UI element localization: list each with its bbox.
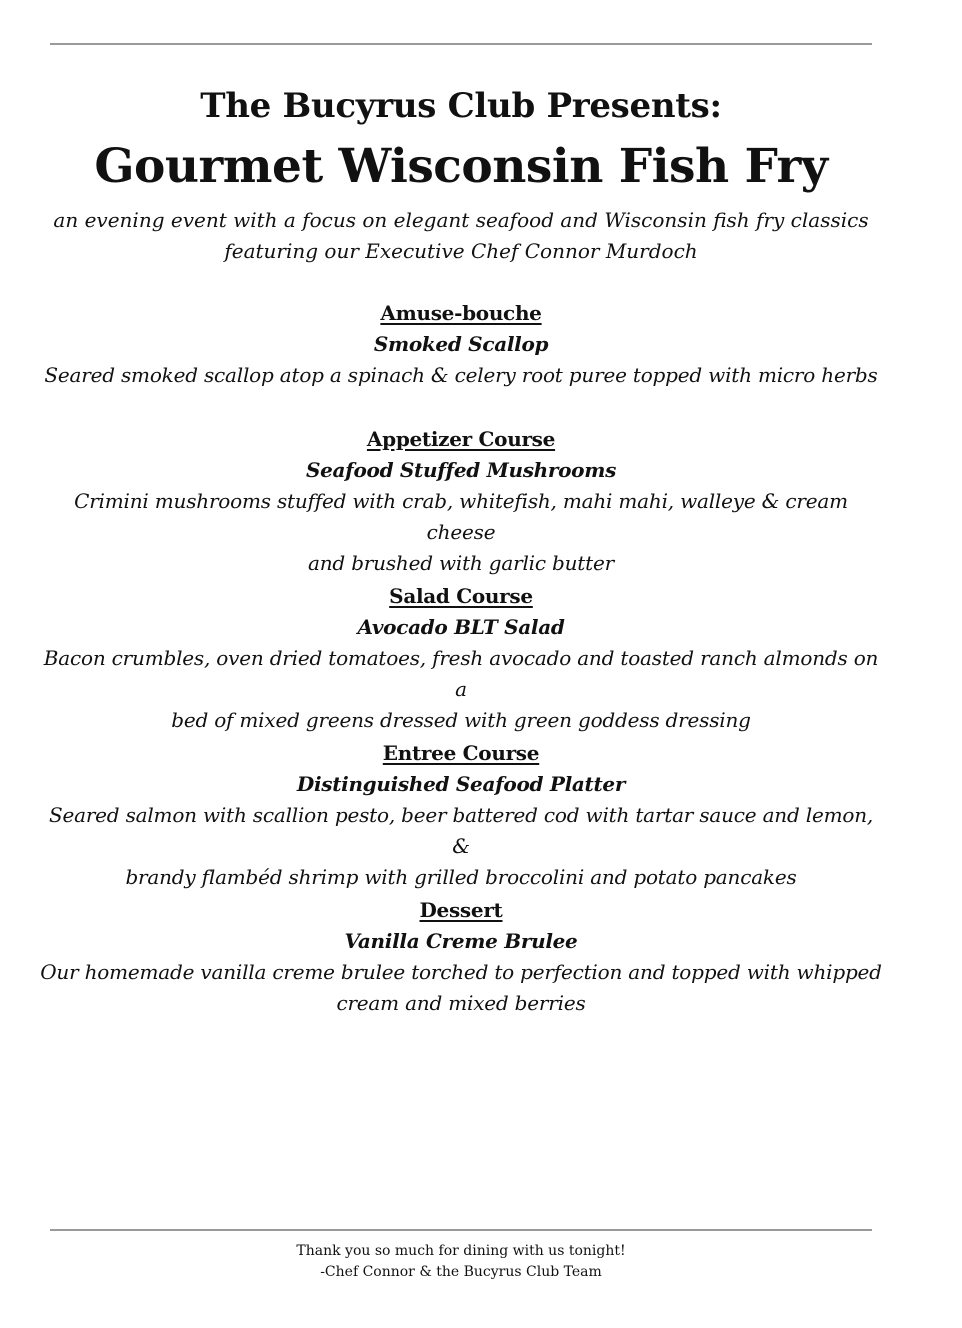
subtitle-line-2: featuring our Executive Chef Connor Murdoch (224, 239, 698, 263)
event-subtitle (40, 205, 882, 267)
dish-name: Seafood Stuffed Mushrooms (305, 458, 617, 482)
dish-description (40, 800, 882, 893)
course-appetizer (40, 424, 882, 579)
description-line-1: Our homemade vanilla creme brulee torched to perfection and topped with whipped (40, 960, 882, 984)
dish-name: Vanilla Creme Brulee (344, 929, 578, 953)
footer-thanks: Thank you so much for dining with us tonight! (296, 1243, 626, 1259)
description-line-2: cream and mixed berries (336, 991, 586, 1015)
dish-name: Avocado BLT Salad (357, 615, 565, 639)
course-title: Amuse-bouche (380, 301, 542, 325)
description-line-1: Crimini mushrooms stuffed with crab, whitefish, mahi mahi, walleye & cream cheese (74, 489, 848, 544)
description-line-2: brandy flambéd shrimp with grilled broccolini and potato pancakes (125, 865, 797, 889)
dish-name: Distinguished Seafood Platter (296, 772, 626, 796)
course-dessert (40, 895, 882, 1019)
presents-heading: The Bucyrus Club Presents: (200, 86, 722, 126)
description-line-1: Bacon crumbles, oven dried tomatoes, fresh avocado and toasted ranch almonds on a (43, 646, 879, 701)
description-line-2: bed of mixed greens dressed with green goddess dressing (171, 708, 751, 732)
footer-signature: -Chef Connor & the Bucyrus Club Team (320, 1264, 602, 1280)
description-line-1: Seared salmon with scallion pesto, beer battered cod with tartar sauce and lemon, & (48, 803, 874, 858)
dish-name: Smoked Scallop (373, 332, 549, 356)
course-salad (40, 581, 882, 736)
course-title: Entree Course (382, 741, 540, 765)
course-amuse-bouche (40, 298, 882, 391)
dish-description (40, 643, 882, 736)
event-title: Gourmet Wisconsin Fish Fry (94, 139, 828, 194)
course-title: Salad Course (389, 584, 533, 608)
course-title: Dessert (419, 898, 503, 922)
top-divider (50, 43, 872, 45)
footer-note (40, 1241, 882, 1283)
subtitle-line-1: an evening event with a focus on elegant seafood and Wisconsin fish fry classics (53, 208, 869, 232)
course-entree (40, 738, 882, 893)
course-title: Appetizer Course (366, 427, 556, 451)
dish-description (40, 486, 882, 579)
bottom-divider (50, 1229, 872, 1231)
description-line-2: and brushed with garlic butter (308, 551, 614, 575)
dish-description (40, 957, 882, 1019)
dish-description: Seared smoked scallop atop a spinach & celery root puree topped with micro herbs (44, 363, 878, 387)
